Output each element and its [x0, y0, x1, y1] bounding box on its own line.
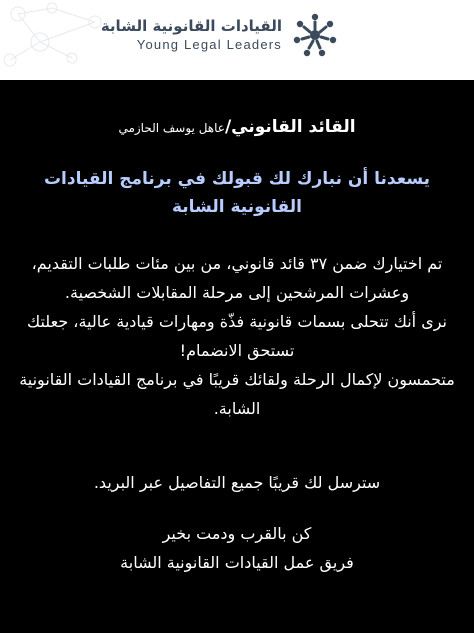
signoff-team: فريق عمل القيادات القانونية الشابة	[120, 553, 354, 572]
email-notice: سترسل لك قريبًا جميع التفاصيل عبر البريد.	[93, 473, 381, 492]
salutation	[12, 116, 462, 139]
signoff	[12, 519, 462, 577]
salutation-role: القائد القانوني/	[224, 117, 356, 137]
recipient-name: عاهل يوسف الحازمي	[118, 121, 225, 135]
brand-name-arabic: القيادات القانونية الشابة	[100, 17, 282, 35]
acceptance-details	[12, 249, 462, 423]
enthusiasm-paragraph: متحمسون لإكمال الرحلة ولقائك قريبًا في برنامج القيادات القانونية الشابة.	[19, 370, 455, 418]
congratulations-heading: يسعدنا أن نبارك لك قبولك في برنامج القيادات القانونية الشابة	[43, 169, 431, 217]
people-circle-logo-icon	[292, 12, 338, 58]
brand-logo	[101, 10, 338, 60]
qualities-paragraph: نرى أنك تتحلى بسمات قانونية فذّة ومهارات قيادية عالية، جعلتك تستحق الانضمام!	[26, 312, 448, 360]
brand-name-english: Young Legal Leaders	[136, 37, 282, 52]
selection-paragraph: تم اختيارك ضمن ٣٧ قائد قانوني، من بين مئات طلبات التقديم، وعشرات المرشحين إلى مرحلة المقابلات الشخصية.	[31, 254, 443, 302]
brand-wordmark	[101, 16, 282, 54]
signoff-greeting: كن بالقرب ودمت بخير	[162, 524, 312, 543]
header-banner	[0, 0, 474, 80]
letter-body	[12, 80, 462, 577]
